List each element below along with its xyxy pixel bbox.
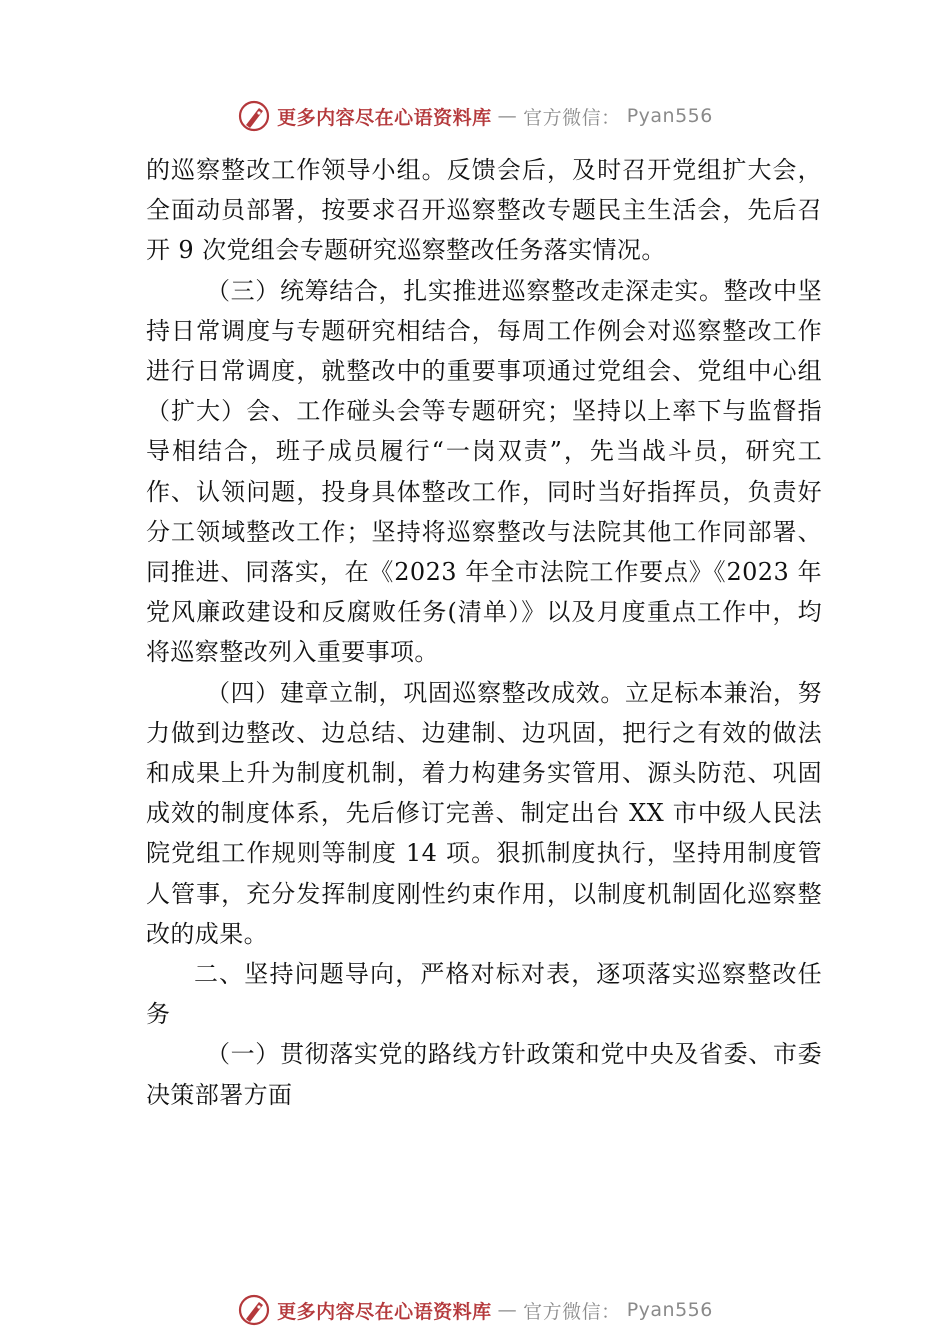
watermark-wechat-id: Pyan556 (626, 105, 713, 127)
watermark-dash: — (497, 105, 518, 127)
heading-part-2: 二、坚持问题导向，严格对标对表，逐项落实巡察整改任务 (146, 960, 822, 1029)
document-body (146, 150, 822, 1115)
watermark-wechat-label: 官方微信： (523, 1300, 621, 1323)
watermark-wechat-id: Pyan556 (626, 1299, 713, 1321)
paragraph-section-4: （四）建章立制，巩固巡察整改成效。立足标本兼治，努力做到边整改、边总结、边建制、边巩固，把行之有效的做法和成果上升为制度机制，着力构建务实管用、源头防范、巩固成效的制度体系，先后修订完善、制定出台 XX 市中级人民法院党组工作规则等制度 14 项。狠抓制度执行，坚持用制度管人管事，充分发挥制度刚性约束作用，以制度机制固化巡察整改的成果。 (146, 678, 822, 948)
watermark-brand: 更多内容尽在心语资料库 (277, 1300, 492, 1323)
paragraph-section-3: （三）统筹结合，扎实推进巡察整改走深走实。整改中坚持日常调度与专题研究相结合，每周工作例会对巡察整改工作进行日常调度，就整改中的重要事项通过党组会、党组中心组（扩大）会、工作碰头会等专题研究；坚持以上率下与监督指导相结合，班子成员履行“一岗双责”，先当战斗员，研究工作、认领问题，投身具体整改工作，同时当好指挥员，负责好分工领域整改工作；坚持将巡察整改与法院其他工作同部署、同推进、同落实，在《2023 年全市法院工作要点》《2023 年党风廉政建设和反腐败任务(清单）》以及月度重点工作中，均将巡察整改列入重要事项。 (146, 276, 822, 667)
watermark-brand: 更多内容尽在心语资料库 (277, 106, 492, 129)
watermark-dash: — (497, 1299, 518, 1321)
pen-nib-circle-icon (237, 1293, 271, 1327)
footer-watermark (0, 1290, 950, 1330)
header-watermark (0, 96, 950, 136)
watermark-wechat-label: 官方微信： (523, 106, 621, 129)
paragraph-subsection-1: （一）贯彻落实党的路线方针政策和党中央及省委、市委决策部署方面 (146, 1040, 822, 1109)
pen-nib-circle-icon (237, 99, 271, 133)
paragraph-continuation: 的巡察整改工作领导小组。反馈会后，及时召开党组扩大会，全面动员部署，按要求召开巡察整改专题民主生活会，先后召开 9 次党组会专题研究巡察整改任务落实情况。 (146, 156, 822, 265)
